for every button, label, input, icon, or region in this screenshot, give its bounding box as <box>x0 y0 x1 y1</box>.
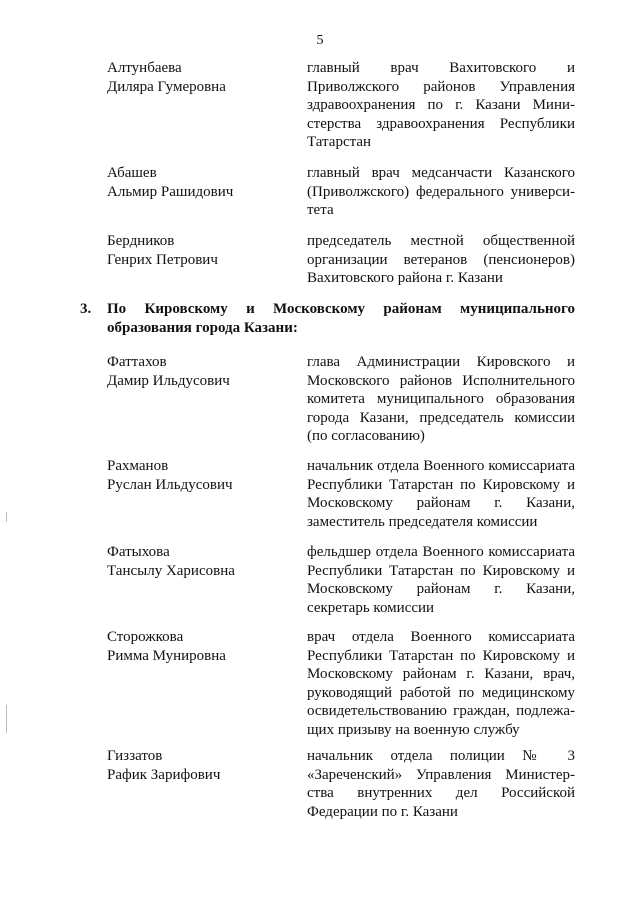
position-line: начальник отдела полиции № 3 <box>307 748 575 764</box>
position-line: тета <box>307 202 334 218</box>
position-line: фельдшер отдела Военного комиссариата <box>307 544 575 560</box>
position-line: Республики Татарстан по Кировскому и <box>307 647 575 664</box>
section-title-line: По Кировскому и Московскому районам муниципального <box>107 301 575 317</box>
member-surname: Фатыхова <box>107 544 170 560</box>
member-position <box>307 628 575 739</box>
member-given-name: Альмир Рашидович <box>107 183 234 200</box>
member-surname: Сторожкова <box>107 629 184 645</box>
position-line: организации ветеранов (пенсионеров) <box>307 251 575 268</box>
position-line: комитета муниципального образования <box>307 391 575 407</box>
position-line: щих призыву на военную службу <box>307 721 520 738</box>
position-line: города Казани, председатель комиссии <box>307 409 575 426</box>
member-given-name: Дамир Ильдусович <box>107 372 230 389</box>
position-line: стерства здравоохранения Республики <box>307 115 575 132</box>
position-line: Вахитовского района г. Казани <box>307 270 503 286</box>
position-line: Московскому районам г. Казани, <box>307 581 575 597</box>
position-line: заместитель председателя комиссии <box>307 513 538 530</box>
position-line: (Приволжского) федерального универси- <box>307 183 575 200</box>
member-given-name: Генрих Петрович <box>107 251 218 268</box>
member-given-name: Руслан Ильдусович <box>107 476 233 493</box>
position-line: Федерации по г. Казани <box>307 803 458 820</box>
position-line: начальник отдела Военного комиссариата <box>307 458 575 474</box>
position-line: глава Администрации Кировского и <box>307 354 575 370</box>
position-line: врач отдела Военного комиссариата <box>307 629 575 645</box>
position-line: освидетельствованию граждан, подлежа- <box>307 703 575 719</box>
section-number: 3. <box>80 301 92 317</box>
position-line: Московскому районам г. Казани, врач, <box>307 666 575 682</box>
position-line: Московского районов Исполнительного <box>307 372 575 389</box>
member-surname: Фаттахов <box>107 354 167 370</box>
member-position <box>307 747 575 821</box>
position-line: ства внутренних дел Российской <box>307 785 575 801</box>
section-title <box>107 300 575 337</box>
member-name <box>107 747 292 784</box>
member-position <box>307 353 575 446</box>
member-name <box>107 628 292 665</box>
member-surname: Рахманов <box>107 458 169 474</box>
member-position <box>307 543 575 617</box>
member-given-name: Диляра Гумеровна <box>107 78 226 95</box>
position-line: «Зареченский» Управления Министер- <box>307 766 575 783</box>
member-surname: Алтунбаева <box>107 60 182 76</box>
member-name <box>107 164 292 201</box>
position-line: Татарстан <box>307 134 372 150</box>
position-line: Приволжского районов Управления <box>307 78 575 95</box>
member-position <box>307 164 575 220</box>
position-line: главный врач Вахитовского и <box>307 60 575 76</box>
member-name <box>107 543 292 580</box>
position-line: Республики Татарстан по Кировскому и <box>307 476 575 493</box>
position-line: Московскому районам г. Казани, <box>307 495 575 511</box>
member-position <box>307 59 575 152</box>
position-line: секретарь комиссии <box>307 599 435 616</box>
position-line: здравоохранения по г. Казани Мини- <box>307 97 575 113</box>
member-position <box>307 232 575 288</box>
member-given-name: Тансылу Харисовна <box>107 562 235 579</box>
position-line: председатель местной общественной <box>307 233 575 249</box>
member-surname: Абашев <box>107 165 157 181</box>
member-surname: Бердников <box>107 233 175 249</box>
position-line: главный врач медсанчасти Казанского <box>307 165 575 181</box>
section-title-line: образования города Казани: <box>107 319 298 336</box>
page-number: 5 <box>316 33 324 48</box>
member-name <box>107 59 292 96</box>
member-given-name: Римма Мунировна <box>107 647 226 664</box>
position-line: руководящий работой по медицинскому <box>307 684 575 701</box>
position-line: Республики Татарстан по Кировскому и <box>307 562 575 579</box>
member-given-name: Рафик Зарифович <box>107 766 221 783</box>
scan-mark <box>6 512 7 522</box>
member-name <box>107 232 292 269</box>
member-surname: Гиззатов <box>107 748 163 764</box>
member-position <box>307 457 575 531</box>
position-line: (по согласованию) <box>307 428 425 444</box>
scan-mark <box>6 705 7 733</box>
member-name <box>107 457 292 494</box>
member-name <box>107 353 292 390</box>
